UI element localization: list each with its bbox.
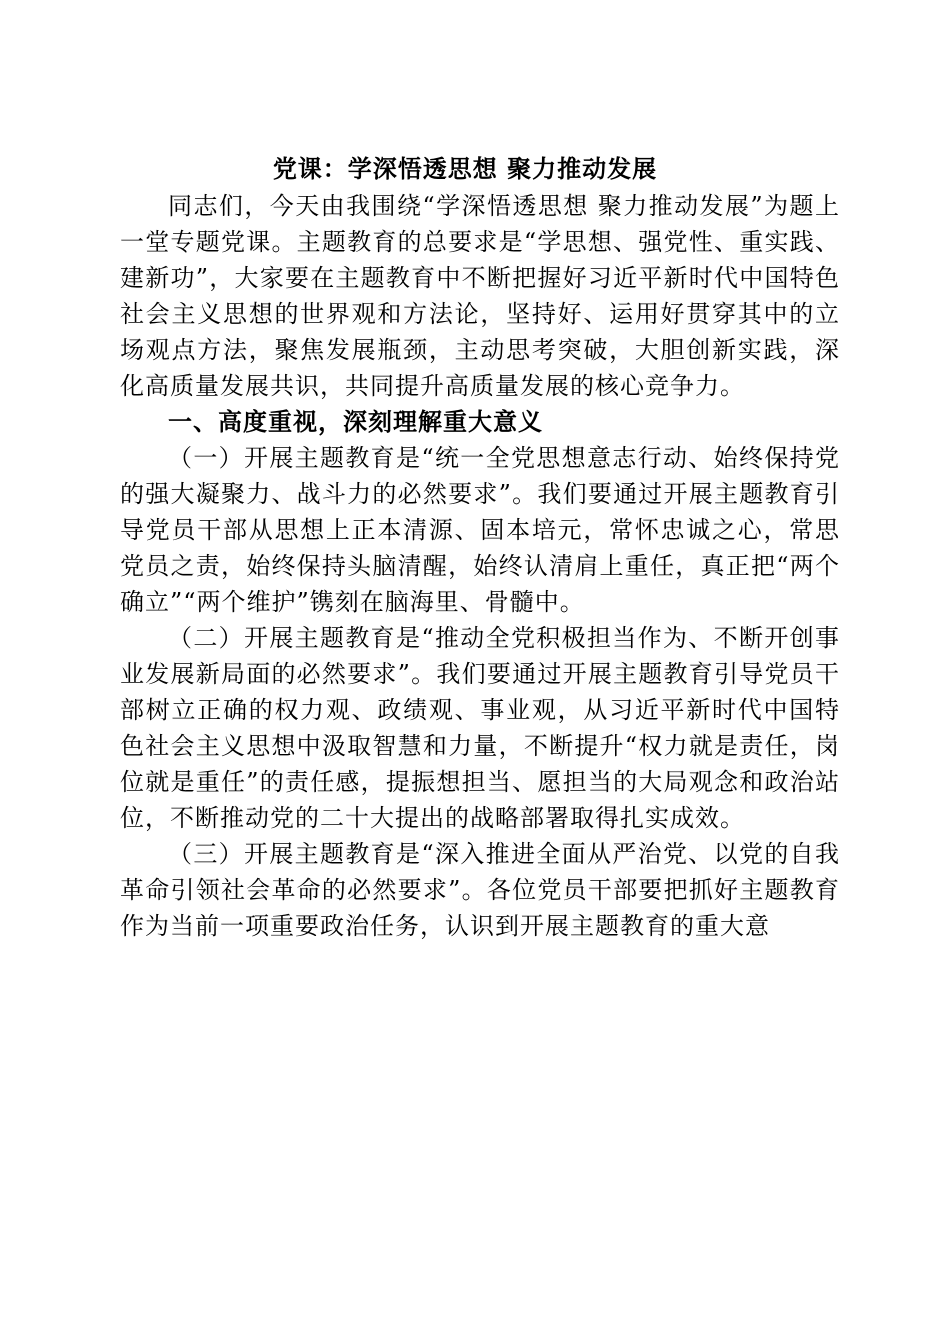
document-title: 党课：学深悟透思想 聚力推动发展 <box>272 154 658 183</box>
section-1-heading: 一、高度重视，深刻理解重大意义 <box>168 407 543 436</box>
document-body <box>120 150 840 944</box>
intro-paragraph: 同志们，今天由我围绕“学深悟透思想 聚力推动发展”为题上一堂专题党课。主题教育的总要求是“学思想、强党性、重实践、建新功”，大家要在主题教育中不断把握好习近平新时代中国特色社会主义思想的世界观和方法论，坚持好、运用好贯穿其中的立场观点方法，聚焦发展瓶颈，主动思考突破，大胆创新实践，深化高质量发展共识，共同提升高质量发展的核心竞争力。 <box>120 192 840 400</box>
point-1-paragraph: （一）开展主题教育是“统一全党思想意志行动、始终保持党的强大凝聚力、战斗力的必然要求”。我们要通过开展主题教育引导党员干部从思想上正本清源、固本培元，常怀忠诚之心，常思党员之责，始终保持头脑清醒，始终认清肩上重任，真正把“两个确立”“两个维护”镌刻在脑海里、骨髓中。 <box>120 444 840 616</box>
point-2-paragraph: （二）开展主题教育是“推动全党积极担当作为、不断开创事业发展新局面的必然要求”。我们要通过开展主题教育引导党员干部树立正确的权力观、政绩观、事业观，从习近平新时代中国特色社会主义思想中汲取智慧和力量，不断提升“权力就是责任，岗位就是重任”的责任感，提振想担当、愿担当的大局观念和政治站位，不断推动党的二十大提出的战略部署取得扎实成效。 <box>120 624 840 832</box>
point-3-paragraph: （三）开展主题教育是“深入推进全面从严治党、以党的自我革命引领社会革命的必然要求”。各位党员干部要把抓好主题教育作为当前一项重要政治任务，认识到开展主题教育的重大意 <box>120 840 840 940</box>
